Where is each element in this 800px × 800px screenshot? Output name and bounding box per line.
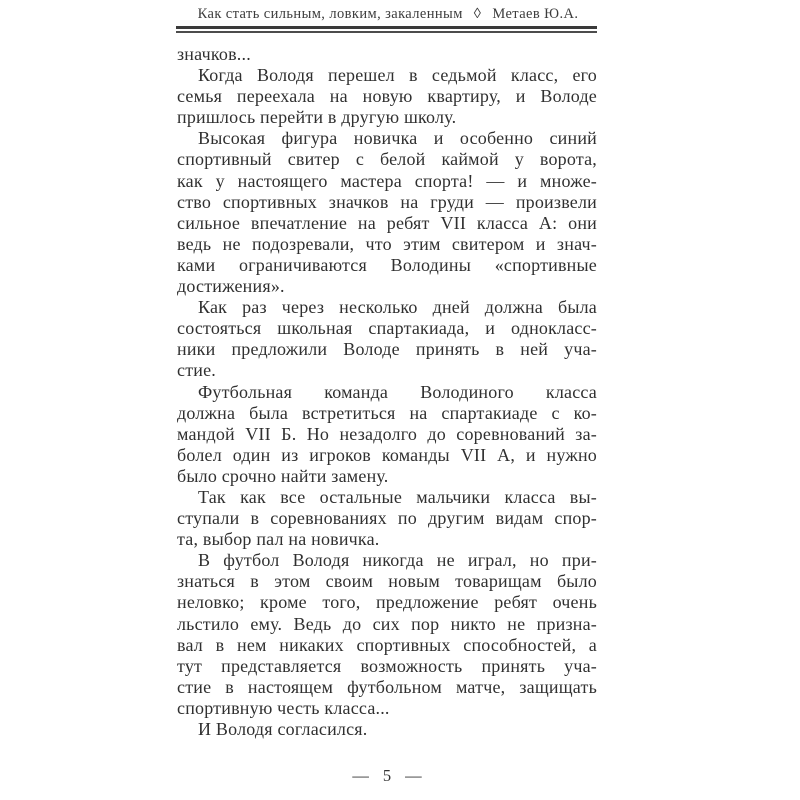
- text-line: ники предложили Володе принять в ней уча-: [177, 339, 597, 360]
- text-line: знаться в этом своим новым товарищам было: [177, 571, 597, 592]
- text-line: ками ограничиваются Володины «спортивные: [177, 254, 597, 275]
- text-column: [177, 44, 597, 740]
- running-title: Как стать сильным, ловким, закаленным: [197, 6, 463, 22]
- page-footer: [177, 766, 597, 786]
- text-line: И Володя согласился.: [198, 719, 368, 739]
- text-line: Так как все остальные мальчики класса вы-: [198, 486, 597, 507]
- text-line: Высокая фигура новичка и особенно синий: [198, 128, 597, 149]
- text-line: стие в настоящем футбольном матче, защищать: [177, 676, 597, 697]
- diamond-separator-icon: ◊: [473, 6, 482, 22]
- text-line: вал в нем никаких спортивных способностей, а: [177, 634, 597, 655]
- text-line: было срочно найти замену.: [177, 465, 389, 486]
- header-rule-thick-line: [176, 26, 597, 29]
- text-line: спортивный свитер с белой каймой у ворота,: [177, 149, 597, 170]
- text-line: болел один из игроков команды VII А, и нужно: [177, 444, 597, 465]
- text-line: состояться школьная спартакиада, и однокласс-: [177, 318, 597, 339]
- text-line: значков...: [177, 44, 251, 64]
- text-line: достижения».: [177, 276, 285, 297]
- text-line: ведь не подозревали, что этим свитером и знач-: [177, 233, 597, 254]
- text-line: ступали в соревнованиях по другим видам спор-: [177, 508, 597, 529]
- running-author: Метаев Ю.А.: [492, 6, 579, 22]
- text-line: Как раз через несколько дней должна была: [198, 297, 597, 318]
- text-line: неловко; кроме того, предложение ребят очень: [177, 592, 597, 613]
- text-line: должна была встретиться на спартакиаде с ко-: [177, 402, 597, 423]
- text-line: сильное впечатление на ребят VII класса А: они: [177, 212, 597, 233]
- text-line: тут представляется возможность принять уча-: [177, 655, 597, 676]
- footer-dash-right: —: [405, 766, 422, 785]
- page-number: 5: [382, 766, 392, 785]
- footer-dash-left: —: [352, 766, 369, 785]
- text-line: Когда Володя перешел в седьмой класс, его: [198, 65, 597, 86]
- text-line: семья переехала на новую квартиру, и Володе: [177, 86, 597, 107]
- header-rule: [176, 26, 597, 33]
- header-rule-thin-line: [176, 31, 597, 33]
- text-line: льстило ему. Ведь до сих пор никто не призна-: [177, 613, 597, 634]
- text-line: Футбольная команда Володиного класса: [198, 381, 597, 402]
- text-line: ство спортивных значков на груди — произвели: [177, 191, 597, 212]
- running-header: [172, 6, 604, 23]
- text-line: та, выбор пал на новичка.: [177, 529, 380, 550]
- text-line: пришлось перейти в другую школу.: [177, 107, 457, 128]
- text-line: стие.: [177, 360, 216, 381]
- text-line: мандой VII Б. Но незадолго до соревнований за-: [177, 423, 597, 444]
- text-line: спортивную честь класса...: [177, 697, 390, 718]
- text-line: как у настоящего мастера спорта! — и множе-: [177, 170, 597, 191]
- text-line: В футбол Володя никогда не играл, но при-: [198, 550, 597, 571]
